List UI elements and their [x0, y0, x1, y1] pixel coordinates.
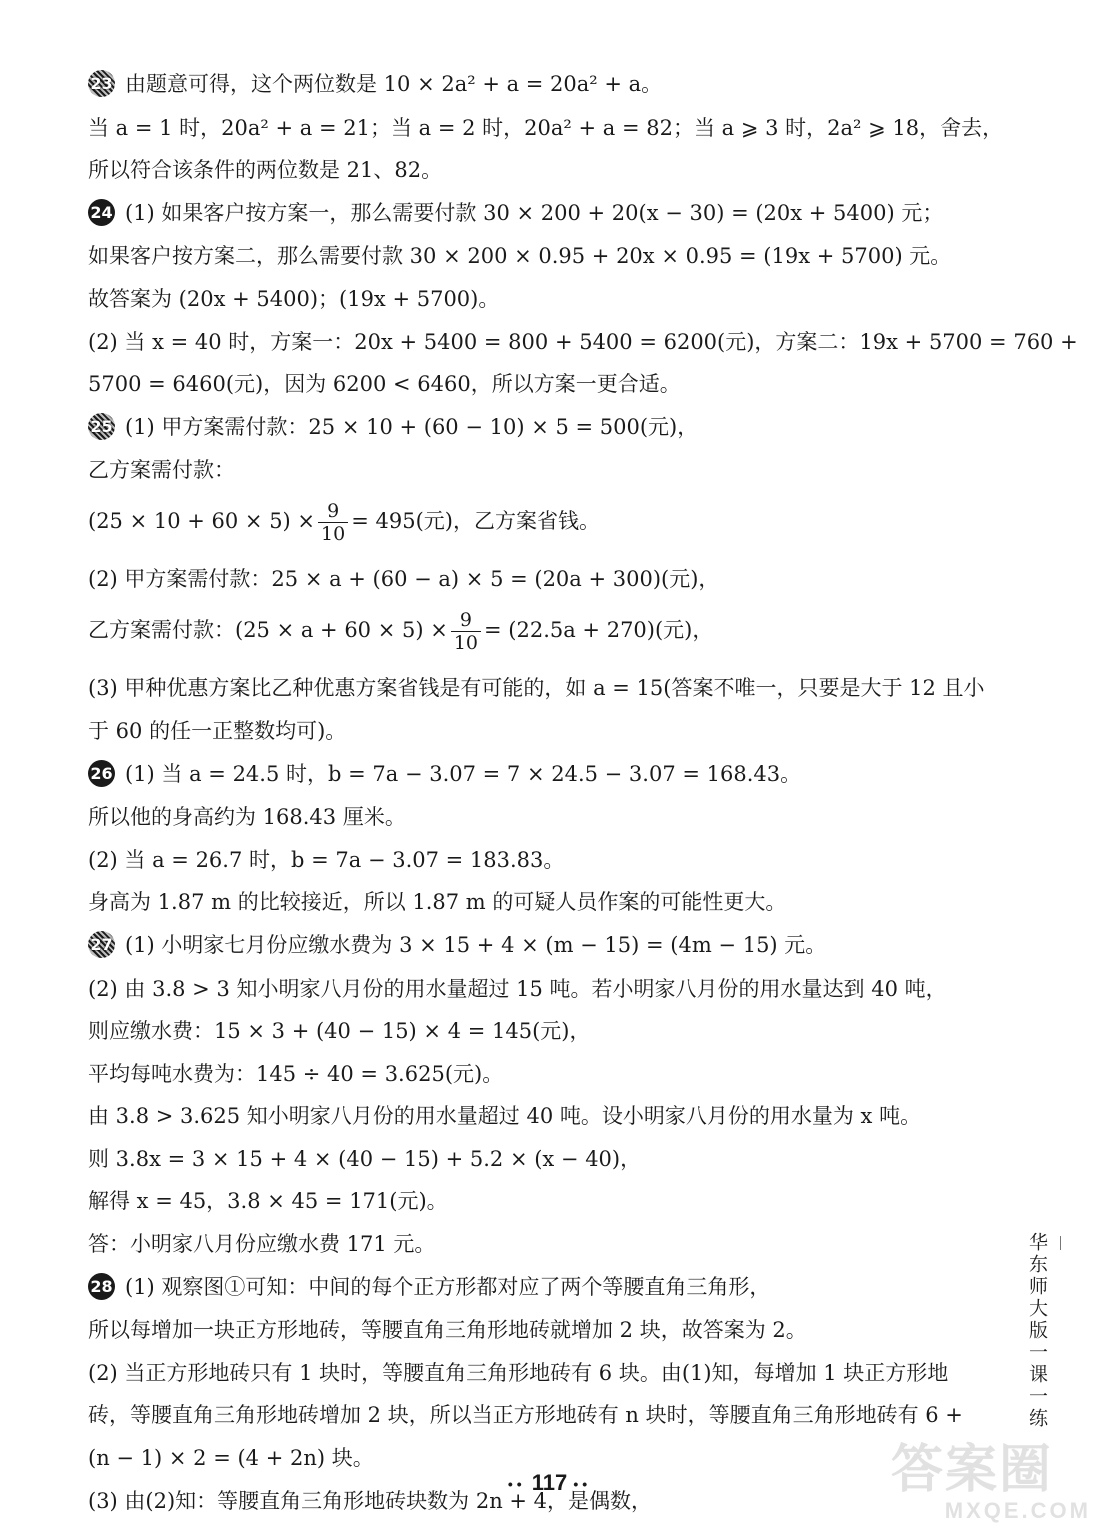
- q24-line-2: 如果客户按方案二，那么需要付款 30 × 200 × 0.95 + 20x × 0.95 = (19x + 5700) 元。: [88, 244, 952, 269]
- watermark-logo: [891, 1442, 1091, 1526]
- q27-line-5: 由 3.8 > 3.625 知小明家八月份的用水量超过 40 吨。设小明家八月份的用水量为 x 吨。: [88, 1104, 922, 1129]
- question-number-25: 25: [88, 413, 115, 440]
- q25-line-2: 乙方案需付款：: [88, 458, 235, 483]
- question-number-26: 26: [88, 760, 115, 787]
- book-series-label: 华东师大版一课一练: [1026, 1232, 1048, 1430]
- q23-line-1: 23 由题意可得，这个两位数是 10 × 2a² + a = 20a² + a。: [88, 70, 1028, 99]
- q27-line-8: 答：小明家八月份应缴水费 171 元。: [88, 1232, 436, 1257]
- q26-line-4: 身高为 1.87 m 的比较接近，所以 1.87 m 的可疑人员作案的可能性更大。: [88, 890, 787, 915]
- q27-line-2: (2) 由 3.8 > 3 知小明家八月份的用水量超过 15 吨。若小明家八月份的用水量达到 40 吨，: [88, 976, 947, 1001]
- q26-line-2: 所以他的身高约为 168.43 厘米。: [88, 805, 406, 830]
- q28-line-1: 28 (1) 观察图①可知：中间的每个正方形都对应了两个等腰直角三角形，: [88, 1273, 1028, 1302]
- q27-line-7: 解得 x = 45，3.8 × 45 = 171(元)。: [88, 1189, 448, 1214]
- watermark-url: MXQE.COM: [944, 1498, 1091, 1523]
- q27-line-6: 则 3.8x = 3 × 15 + 4 × (40 − 15) + 5.2 × (x − 40)，: [88, 1146, 642, 1171]
- margin-tick: [1060, 1236, 1061, 1250]
- question-number-24: 24: [88, 199, 115, 226]
- q24-line-3: 故答案为 (20x + 5400)；(19x + 5700)。: [88, 286, 500, 311]
- q28-line-3: (2) 当正方形地砖只有 1 块时，等腰直角三角形地砖有 6 块。由(1)知，每增加 1 块正方形地: [88, 1360, 949, 1385]
- q27-line-3: 则应缴水费：15 × 3 + (40 − 15) × 4 = 145(元)，: [88, 1019, 591, 1044]
- q28-line-6: (3) 由(2)知：等腰直角三角形地砖块数为 2n + 4，是偶数，: [88, 1488, 653, 1513]
- q25-line-1: 25 (1) 甲方案需付款：25 × 10 + (60 − 10) × 5 = 500(元)，: [88, 413, 1028, 442]
- q26-line-3: (2) 当 a = 26.7 时，b = 7a − 3.07 = 183.83。: [88, 847, 565, 872]
- q28-line-5: (n − 1) × 2 = (4 + 2n) 块。: [88, 1446, 374, 1471]
- question-number-23: 23: [88, 70, 115, 97]
- page-number: 117: [531, 1470, 568, 1495]
- footer-dots-left: ••: [507, 1476, 526, 1493]
- q25-line-4: (2) 甲方案需付款：25 × a + (60 − a) × 5 = (20a + 300)(元)，: [88, 567, 720, 592]
- q28-line-4: 砖，等腰直角三角形地砖增加 2 块，所以当正方形地砖有 n 块时，等腰直角三角形地砖有 6 +: [88, 1403, 963, 1428]
- q27-line-1: 27 (1) 小明家七月份应缴水费为 3 × 15 + 4 × (m − 15) = (4m − 15) 元。: [88, 931, 1028, 960]
- question-number-28: 28: [88, 1273, 115, 1300]
- q27-line-4: 平均每吨水费为：145 ÷ 40 = 3.625(元)。: [88, 1061, 504, 1086]
- fraction-nine-tenths: $\frac{9}{10}$: [318, 500, 348, 545]
- q28-line-2: 所以每增加一块正方形地砖，等腰直角三角形地砖就增加 2 块，故答案为 2。: [88, 1318, 807, 1343]
- question-number-27: 27: [88, 931, 115, 958]
- q26-line-1: 26 (1) 当 a = 24.5 时，b = 7a − 3.07 = 7 × 24.5 − 3.07 = 168.43。: [88, 760, 1028, 789]
- q24-line-1: 24 (1) 如果客户按方案一，那么需要付款 30 × 200 + 20(x − 30) = (20x + 5400) 元；: [88, 199, 1028, 228]
- q24-line-5: 5700 = 6460(元)，因为 6200 < 6460，所以方案一更合适。: [88, 372, 681, 397]
- watermark-text: 答案圈: [891, 1440, 1054, 1500]
- footer-dots-right: ••: [573, 1476, 592, 1493]
- q25-line-6: (3) 甲种优惠方案比乙种优惠方案省钱是有可能的，如 a = 15(答案不唯一，只要是大于 12 且小: [88, 676, 985, 701]
- q24-line-4: (2) 当 x = 40 时，方案一：20x + 5400 = 800 + 5400 = 6200(元)，方案二：19x + 5700 = 760 +: [88, 329, 1078, 354]
- q25-line-5: 乙方案需付款：(25 × a + 60 × 5) × $\frac{9}{10}$ = (22.5a + 270)(元)，: [88, 609, 714, 655]
- q25-line-7: 于 60 的任一正整数均可)。: [88, 718, 347, 743]
- q25-line-3: (25 × 10 + 60 × 5) × $\frac{9}{10}$ = 495(元)，乙方案省钱。: [88, 500, 600, 546]
- fraction-nine-tenths: $\frac{9}{10}$: [451, 609, 481, 654]
- q23-line-3: 所以符合该条件的两位数是 21、82。: [88, 158, 443, 183]
- q23-line-2: 当 a = 1 时，20a² + a = 21；当 a = 2 时，20a² + a = 82；当 a ⩾ 3 时，2a² ⩾ 18，舍去，: [88, 115, 1004, 140]
